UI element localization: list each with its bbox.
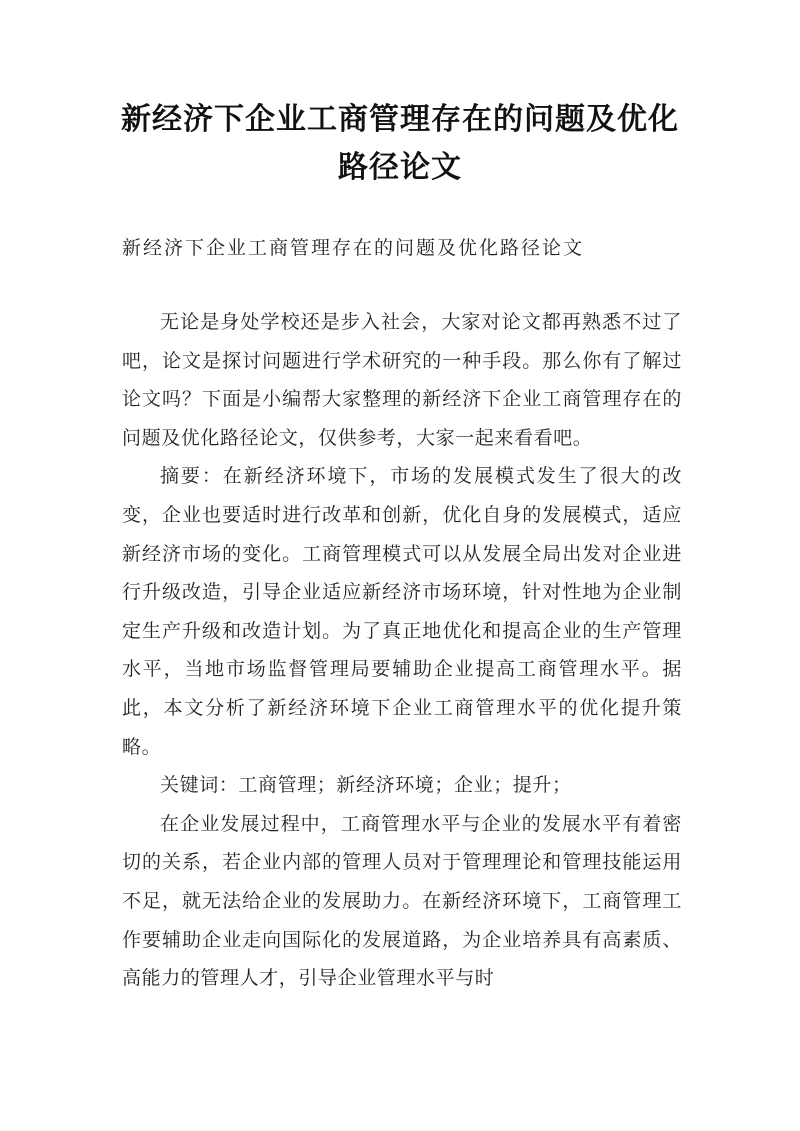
document-subtitle: 新经济下企业工商管理存在的问题及优化路径论文 [122, 237, 585, 259]
body-paragraph: 在企业发展过程中，工商管理水平与企业的发展水平有着密切的关系，若企业内部的管理人员对于管理理论和管理技能运用不足，就无法给企业的发展助力。在新经济环境下，工商管理工作要辅助企业走向国际化的发展道路，为企业培养具有高素质、高能力的管理人才，引导企业管理水平与时 [122, 812, 682, 990]
abstract-paragraph: 摘要：在新经济环境下，市场的发展模式发生了很大的改变，企业也要适时进行改革和创新，优化自身的发展模式，适应新经济市场的变化。工商管理模式可以从发展全局出发对企业进行升级改造，引导企业适应新经济市场环境，针对性地为企业制定生产升级和改造计划。为了真正地优化和提高企业的生产管理水平，当地市场监督管理局要辅助企业提高工商管理水平。据此，本文分析了新经济环境下企业工商管理水平的优化提升策略。 [122, 465, 682, 758]
intro-paragraph: 无论是身处学校还是步入社会，大家对论文都再熟悉不过了吧，论文是探讨问题进行学术研究的一种手段。那么你有了解过论文吗？下面是小编帮大家整理的新经济下企业工商管理存在的问题及优化路径论文，仅供参考，大家一起来看看吧。 [122, 311, 682, 449]
keywords-paragraph: 关键词：工商管理；新经济环境；企业；提升； [160, 774, 572, 797]
document-body [122, 303, 682, 998]
document-title: 新经济下企业工商管理存在的问题及优化路径论文 [121, 102, 679, 185]
